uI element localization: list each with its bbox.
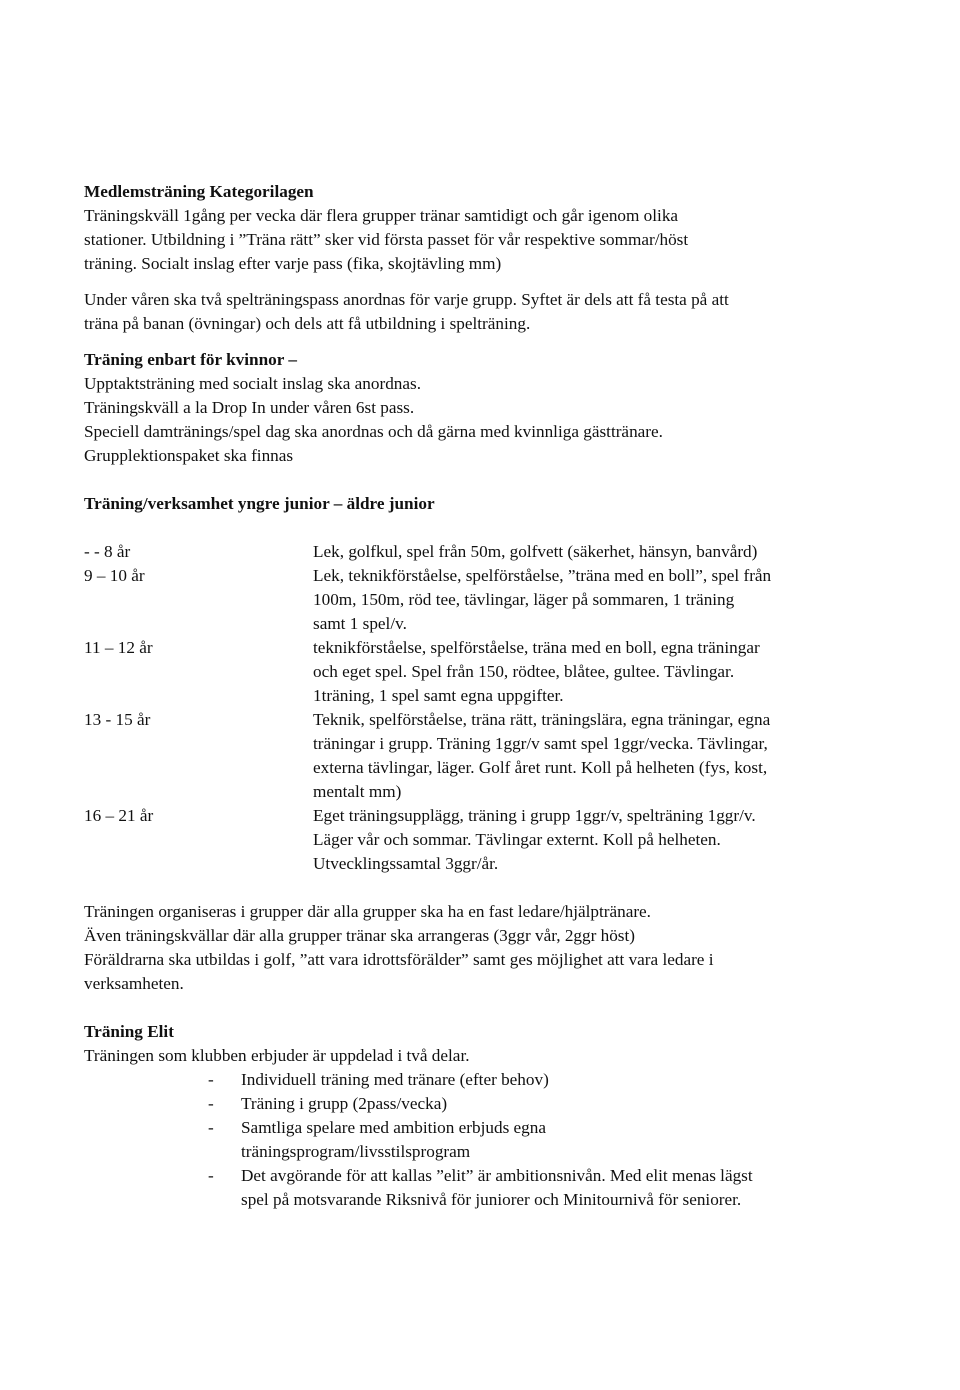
bullet-text — [241, 1068, 549, 1092]
kvinnor-line: Upptaktsträning med socialt inslag ska anordnas. — [84, 374, 421, 393]
kategorilagen-p1-line: träning. Socialt inslag efter varje pass (fika, skojtävling mm) — [84, 254, 502, 273]
table-row — [84, 636, 904, 708]
bullet-line: Individuell träning med tränare (efter behov) — [241, 1070, 549, 1089]
heading-kvinnor: Träning enbart för kvinnor – — [84, 350, 297, 369]
bullet-line: Träning i grupp (2pass/vecka) — [241, 1094, 448, 1113]
bullet-text — [241, 1116, 546, 1164]
list-item — [208, 1068, 904, 1092]
heading-junior: Träning/verksamhet yngre junior – äldre junior — [84, 494, 435, 513]
bullet-line: spel på motsvarande Riksnivå för juniorer och Minitournivå för seniorer. — [241, 1190, 742, 1209]
junior-age-table — [84, 540, 904, 876]
description-line: externa tävlingar, läger. Golf året runt. Koll på helheten (fys, kost, — [313, 758, 768, 777]
junior-after-line: Även träningskvällar där alla grupper tränar ska arrangeras (3ggr vår, 2ggr höst) — [84, 926, 635, 945]
age-group: 9 – 10 år — [84, 566, 145, 585]
age-group: - - 8 år — [84, 542, 131, 561]
kategorilagen-p1-line: stationer. Utbildning i ”Träna rätt” sker vid första passet för vår respektive sommar/höst — [84, 230, 689, 249]
description-line: och eget spel. Spel från 150, rödtee, blåtee, gultee. Tävlingar. — [313, 662, 735, 681]
list-item — [208, 1092, 904, 1116]
bullet-dash: - — [208, 1166, 214, 1185]
description-line: träningar i grupp. Träning 1ggr/v samt spel 1ggr/vecka. Tävlingar, — [313, 734, 768, 753]
description-line: Lek, teknikförståelse, spelförståelse, ”träna med en boll”, spel från — [313, 566, 772, 585]
junior-after-line: Föräldrarna ska utbildas i golf, ”att vara idrottsförälder” samt ges möjlighet att vara ledare i — [84, 950, 714, 969]
description-line: mentalt mm) — [313, 782, 402, 801]
heading-elit: Träning Elit — [84, 1022, 174, 1041]
kategorilagen-p2-line: Under våren ska två spelträningspass anordnas för varje grupp. Syftet är dels att få testa på att — [84, 290, 729, 309]
age-group: 16 – 21 år — [84, 806, 154, 825]
bullet-line: träningsprogram/livsstilsprogram — [241, 1142, 471, 1161]
list-item — [208, 1164, 904, 1212]
age-description — [313, 540, 904, 564]
bullet-dash: - — [208, 1070, 214, 1089]
bullet-dash: - — [208, 1118, 214, 1137]
bullet-text — [241, 1092, 447, 1116]
description-line: Utvecklingssamtal 3ggr/år. — [313, 854, 499, 873]
table-row — [84, 804, 904, 876]
age-description — [313, 636, 904, 708]
heading-kategorilagen: Medlemsträning Kategorilagen — [84, 182, 314, 201]
description-line: teknikförståelse, spelförståelse, träna med en boll, egna träningar — [313, 638, 760, 657]
kvinnor-line: Speciell damtränings/spel dag ska anordnas och då gärna med kvinnliga gästtränare. — [84, 422, 663, 441]
table-row — [84, 540, 904, 564]
description-line: samt 1 spel/v. — [313, 614, 407, 633]
age-group: 11 – 12 år — [84, 638, 153, 657]
age-description — [313, 708, 904, 804]
description-line: Läger vår och sommar. Tävlingar externt. Koll på helheten. — [313, 830, 721, 849]
list-item — [208, 1116, 904, 1164]
kategorilagen-p1-line: Träningskväll 1gång per vecka där flera grupper tränar samtidigt och går igenom olika — [84, 206, 679, 225]
age-description — [313, 804, 904, 876]
bullet-text — [241, 1164, 753, 1212]
spacer — [84, 468, 904, 492]
elit-intro: Träningen som klubben erbjuder är uppdelad i två delar. — [84, 1046, 470, 1065]
bullet-dash: - — [208, 1094, 214, 1113]
spacer — [84, 876, 904, 900]
kvinnor-line: Grupplektionspaket ska finnas — [84, 446, 294, 465]
spacer — [84, 336, 904, 348]
description-line: Teknik, spelförståelse, träna rätt, träningslära, egna träningar, egna — [313, 710, 771, 729]
elit-bullet-list — [84, 1068, 904, 1212]
junior-after-line: Träningen organiseras i grupper där alla grupper ska ha en fast ledare/hjälptränare. — [84, 902, 651, 921]
bullet-line: Det avgörande för att kallas ”elit” är ambitionsnivån. Med elit menas lägst — [241, 1166, 753, 1185]
table-row — [84, 708, 904, 804]
spacer — [84, 516, 904, 540]
age-description — [313, 564, 904, 636]
junior-after-line: verksamheten. — [84, 974, 184, 993]
table-row — [84, 564, 904, 636]
bullet-line: Samtliga spelare med ambition erbjuds egna — [241, 1118, 546, 1137]
description-line: Lek, golfkul, spel från 50m, golfvett (säkerhet, hänsyn, banvård) — [313, 542, 758, 561]
description-line: 100m, 150m, röd tee, tävlingar, läger på sommaren, 1 träning — [313, 590, 735, 609]
spacer — [84, 996, 904, 1020]
description-line: Eget träningsupplägg, träning i grupp 1ggr/v, spelträning 1ggr/v. — [313, 806, 756, 825]
description-line: 1träning, 1 spel samt egna uppgifter. — [313, 686, 564, 705]
kvinnor-line: Träningskväll a la Drop In under våren 6st pass. — [84, 398, 415, 417]
spacer — [84, 276, 904, 288]
age-group: 13 - 15 år — [84, 710, 151, 729]
document-body — [84, 180, 904, 1212]
kategorilagen-p2-line: träna på banan (övningar) och dels att få utbildning i spelträning. — [84, 314, 531, 333]
